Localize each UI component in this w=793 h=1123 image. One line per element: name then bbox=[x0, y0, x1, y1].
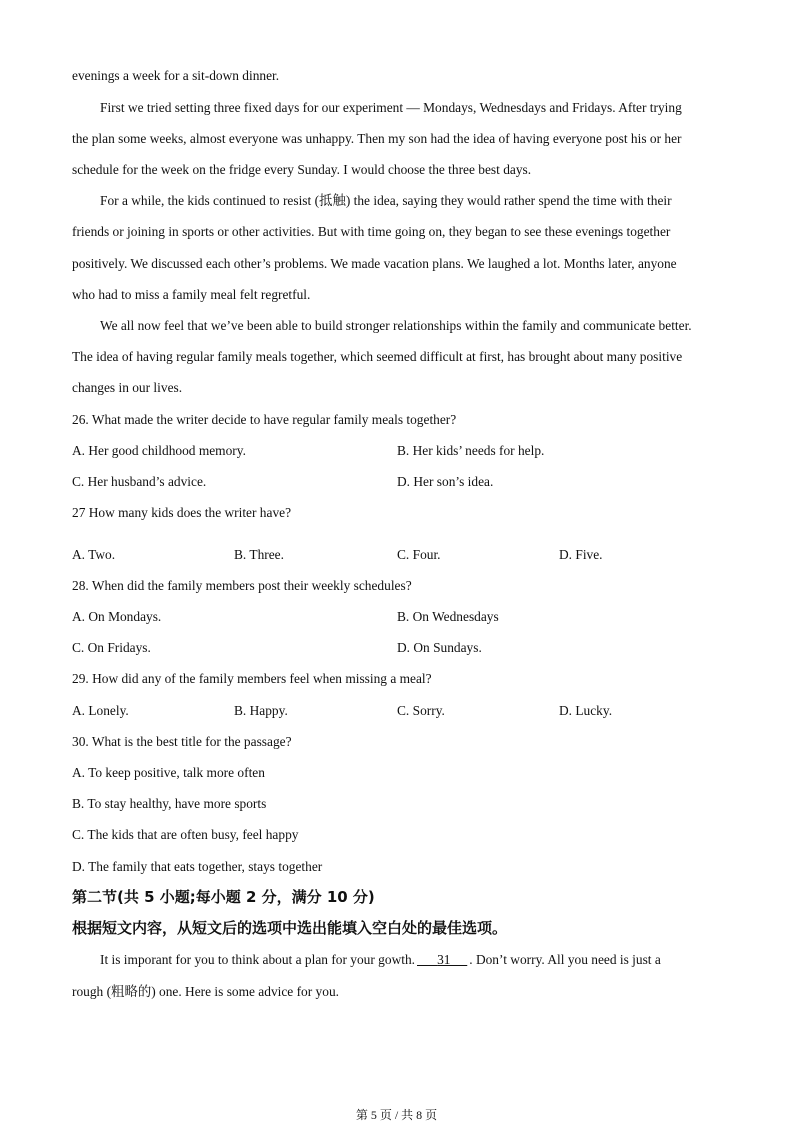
option-d: D. Her son’s idea. bbox=[397, 474, 494, 489]
section-passage-line: rough (粗略的) one. Here is some advice for you. bbox=[72, 984, 339, 999]
option-b: B. Three. bbox=[234, 547, 284, 562]
blank-31 bbox=[415, 952, 469, 968]
passage-line: positively. We discussed each other’s problems. We made vacation plans. We laughed a lot. Months later, anyone bbox=[72, 256, 677, 271]
option-a: A. To keep positive, talk more often bbox=[72, 765, 265, 780]
option-d: D. On Sundays. bbox=[397, 640, 482, 655]
option-c: C. Sorry. bbox=[397, 703, 445, 718]
passage-line: schedule for the week on the fridge every Sunday. I would choose the three best days. bbox=[72, 162, 532, 177]
option-c: C. Her husband’s advice. bbox=[72, 474, 207, 489]
option-a: A. Lonely. bbox=[72, 703, 129, 718]
passage-line: changes in our lives. bbox=[72, 380, 183, 395]
option-a: A. Two. bbox=[72, 547, 116, 562]
section-instruction: 根据短文内容，从短文后的选项中选出能填入空白处的最佳选项。 bbox=[72, 919, 508, 937]
option-b: B. To stay healthy, have more sports bbox=[72, 796, 267, 811]
section-heading: 第二节(共 5 小题;每小题 2 分，满分 10 分) bbox=[72, 888, 375, 906]
passage-line: The idea of having regular family meals together, which seemed difficult at first, has brought about many positive bbox=[72, 349, 683, 364]
passage-line: who had to miss a family meal felt regretful. bbox=[72, 287, 311, 302]
option-b: B. Her kids’ needs for help. bbox=[397, 443, 545, 458]
question-text: 29. How did any of the family members feel when missing a meal? bbox=[72, 671, 432, 686]
question-text: 27 How many kids does the writer have? bbox=[72, 505, 292, 520]
option-d: D. Five. bbox=[559, 547, 603, 562]
option-b: B. Happy. bbox=[234, 703, 288, 718]
option-a: A. On Mondays. bbox=[72, 609, 162, 624]
option-c: C. Four. bbox=[397, 547, 441, 562]
option-b: B. On Wednesdays bbox=[397, 609, 499, 624]
passage-line: evenings a week for a sit-down dinner. bbox=[72, 68, 280, 83]
passage-line: We all now feel that we’ve been able to build stronger relationships within the family and communicate better. bbox=[100, 318, 692, 333]
option-d: D. Lucky. bbox=[559, 703, 613, 718]
option-c: C. On Fridays. bbox=[72, 640, 151, 655]
question-text: 30. What is the best title for the passage? bbox=[72, 734, 292, 749]
text-before-blank: It is imporant for you to think about a plan for your gowth. bbox=[100, 952, 416, 967]
text-after-blank: . Don’t worry. All you need is just a bbox=[469, 952, 661, 967]
option-a: A. Her good childhood memory. bbox=[72, 443, 246, 458]
page-footer: 第 5 页 / 共 8 页 bbox=[355, 1108, 438, 1122]
passage-line: the plan some weeks, almost everyone was unhappy. Then my son had the idea of having everyone post his or her bbox=[72, 131, 682, 146]
option-d: D. The family that eats together, stays together bbox=[72, 859, 323, 874]
option-c: C. The kids that are often busy, feel happy bbox=[72, 827, 299, 842]
question-text: 26. What made the writer decide to have regular family meals together? bbox=[72, 412, 457, 427]
blank-number: 31 bbox=[437, 952, 451, 967]
section-passage-line bbox=[100, 952, 661, 968]
passage-line: For a while, the kids continued to resist (抵触) the idea, saying they would rather spend the time with their bbox=[100, 193, 672, 208]
question-text: 28. When did the family members post their weekly schedules? bbox=[72, 578, 412, 593]
passage-line: friends or joining in sports or other activities. But with time going on, they began to see these evenings together bbox=[72, 224, 671, 239]
passage-line: First we tried setting three fixed days for our experiment — Mondays, Wednesdays and Fridays. After trying bbox=[100, 100, 682, 115]
